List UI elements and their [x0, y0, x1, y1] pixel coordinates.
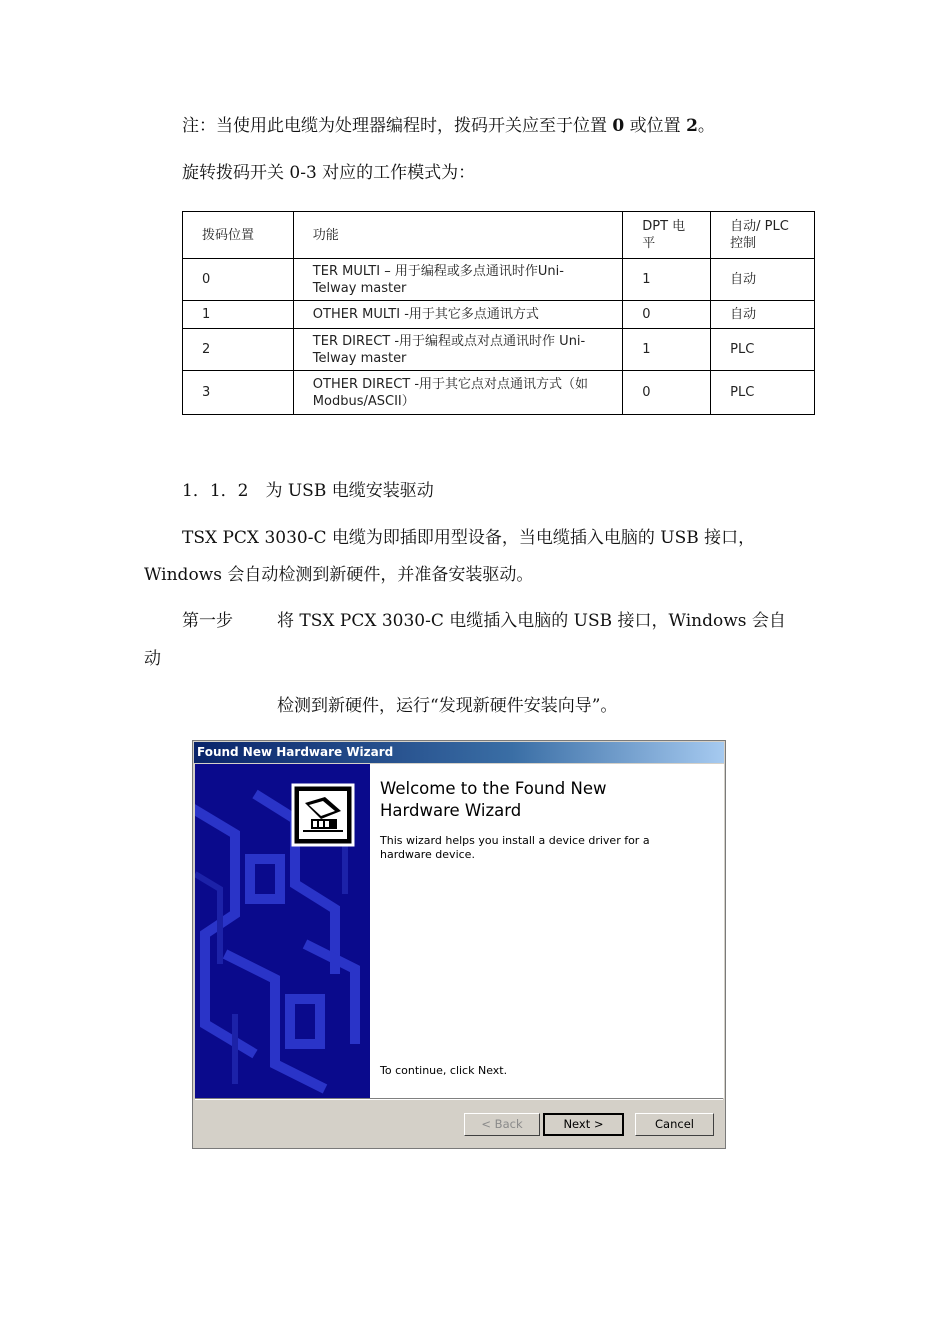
cell-function-line1: OTHER DIRECT -用于其它点对点通讯方式（如	[312, 376, 589, 392]
cell-mode: PLC	[711, 371, 815, 415]
cell-dpt: 0	[623, 371, 711, 415]
hardware-card-icon	[291, 783, 355, 847]
header-dpt-line2: 平	[642, 236, 656, 251]
note-pos-2: 2	[686, 116, 698, 136]
cell-position: 3	[183, 371, 294, 415]
note-suffix: 。	[697, 116, 715, 136]
cell-mode: 自动	[711, 259, 815, 301]
dip-switch-table	[182, 211, 815, 415]
header-function: 功能	[293, 212, 622, 259]
table-row	[183, 259, 815, 301]
cell-position: 1	[183, 301, 294, 329]
intro-line: 旋转拨码开关 0-3 对应的工作模式为：	[182, 163, 476, 183]
table-row	[183, 371, 815, 415]
cell-function-line1: TER MULTI – 用于编程或多点通讯时作Uni-	[312, 263, 564, 279]
cell-position: 2	[183, 329, 294, 371]
step1-line2: 动	[144, 649, 161, 669]
cancel-button[interactable]: Cancel	[635, 1113, 714, 1136]
wizard-side-panel	[195, 764, 370, 1098]
header-position: 拨码位置	[183, 212, 294, 259]
step1-line3: 检测到新硬件，运行“发现新硬件安装向导”。	[277, 696, 618, 716]
wizard-button-separator	[195, 1098, 723, 1100]
table-header-row	[183, 212, 815, 259]
cell-function-line1: TER DIRECT -用于编程或点对点通讯时作 Uni-	[312, 333, 586, 349]
cell-function-line2: Modbus/ASCII）	[312, 393, 415, 409]
cell-function-line2: Telway master	[312, 280, 407, 296]
wizard-continue-text: To continue, click Next.	[380, 1064, 508, 1077]
header-mode-line1: 自动/ PLC	[730, 219, 789, 234]
section-heading: 1．1．2 为 USB 电缆安装驱动	[182, 481, 434, 501]
wizard-heading	[380, 778, 710, 822]
wizard-heading-line1: Welcome to the Found New	[380, 779, 607, 798]
header-dpt-line1: DPT 电	[642, 219, 686, 234]
note-line	[182, 114, 715, 138]
header-mode-line2: 控制	[730, 236, 757, 251]
cell-function	[293, 371, 622, 415]
step1-label: 第一步	[182, 611, 233, 631]
table-row	[183, 301, 815, 329]
wizard-description-line1: This wizard helps you install a device driver for a	[380, 834, 650, 847]
wizard-heading-line2: Hardware Wizard	[380, 801, 522, 820]
cell-mode: PLC	[711, 329, 815, 371]
header-dpt	[623, 212, 711, 259]
found-new-hardware-wizard	[192, 740, 726, 1149]
note-prefix: 注：当使用此电缆为处理器编程时，拨码开关应至于位置	[182, 116, 613, 136]
cell-function-line2: Telway master	[312, 350, 407, 366]
header-mode	[711, 212, 815, 259]
cell-dpt: 1	[623, 329, 711, 371]
para1-line1: TSX PCX 3030-C 电缆为即插即用型设备，当电缆插入电脑的 USB 接口，	[182, 528, 756, 548]
wizard-title-bar: Found New Hardware Wizard	[194, 742, 724, 763]
table-row	[183, 329, 815, 371]
cell-mode: 自动	[711, 301, 815, 329]
back-button[interactable]: < Back	[464, 1113, 540, 1136]
cell-dpt: 1	[623, 259, 711, 301]
cell-function	[293, 329, 622, 371]
note-mid: 或位置	[624, 116, 687, 136]
step1-line1: 将 TSX PCX 3030-C 电缆插入电脑的 USB 接口，Windows 会自	[277, 611, 786, 631]
next-button[interactable]: Next >	[543, 1113, 624, 1136]
note-pos-0: 0	[612, 116, 625, 136]
para1-line2: Windows 会自动检测到新硬件，并准备安装驱动。	[144, 565, 534, 585]
wizard-description-line2: hardware device.	[380, 848, 475, 861]
cell-function	[293, 259, 622, 301]
cell-dpt: 0	[623, 301, 711, 329]
cell-function: OTHER MULTI -用于其它多点通讯方式	[293, 301, 622, 329]
wizard-content-panel	[370, 764, 724, 1098]
cell-position: 0	[183, 259, 294, 301]
wizard-description	[380, 834, 710, 862]
